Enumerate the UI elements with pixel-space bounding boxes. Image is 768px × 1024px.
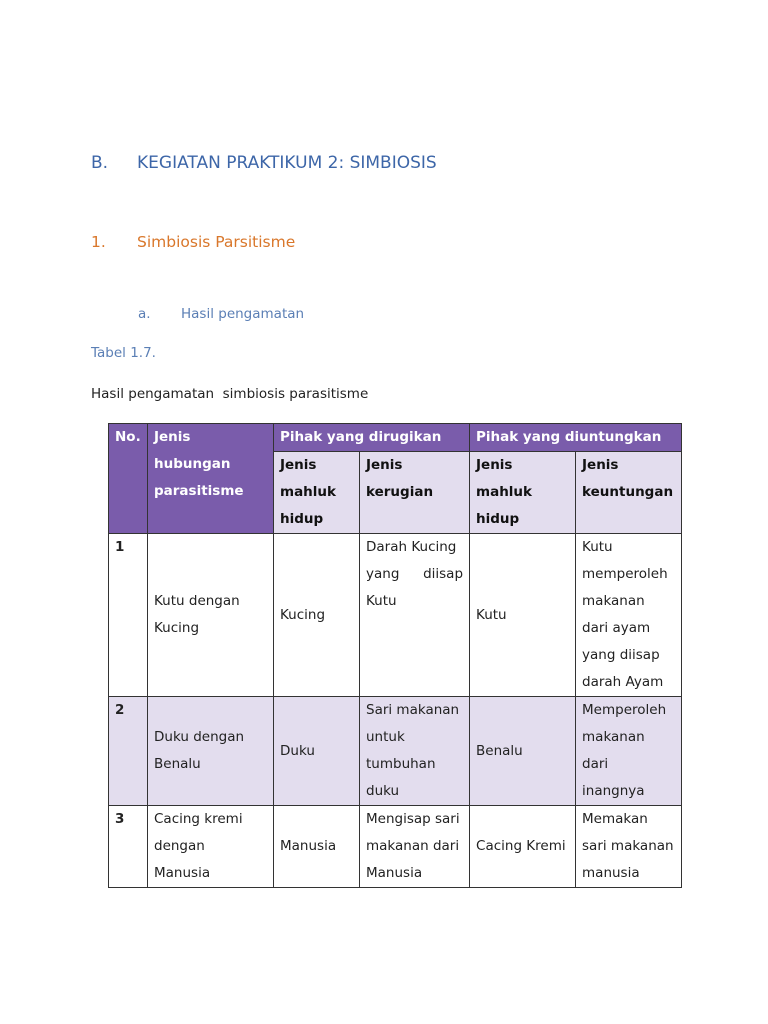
cell-mahluk-rugi: Manusia [274,806,360,888]
row-number: 2 [109,697,148,806]
subsection-number: 1. [91,233,106,251]
item-title: Hasil pengamatan [181,306,305,322]
subheader-kerugian: Jenis kerugian [360,452,470,534]
cell-kerugian: Darah Kucing yang diisap Kutu [360,534,470,697]
subheader-mahluk-untung: Jenis mahluk hidup [470,452,576,534]
header-jenis-hubungan: Jenis hubungan parasitisme [148,424,274,534]
section-title: KEGIATAN PRAKTIKUM 2: SIMBIOSIS [137,153,437,173]
table-row [109,697,682,806]
cell-mahluk-rugi: Kucing [274,534,360,697]
section-number: B. [91,153,109,173]
cell-mahluk-untung: Kutu [470,534,576,697]
table-row [109,534,682,697]
subheader-keuntungan: Jenis keuntungan [576,452,682,534]
cell-keuntungan: Memakan sari makanan manusia [576,806,682,888]
table-label: Tabel 1.7. [91,345,156,361]
item-letter: a. [138,306,151,322]
cell-hubungan: Cacing kremi dengan Manusia [148,806,274,888]
row-number: 3 [109,806,148,888]
cell-keuntungan: Kutu memperoleh makanan dari ayam yang diisap darah Ayam [576,534,682,697]
subheader-mahluk-rugi: Jenis mahluk hidup [274,452,360,534]
header-pihak-diuntungkan: Pihak yang diuntungkan [470,424,682,452]
cell-mahluk-untung: Benalu [470,697,576,806]
cell-hubungan: Duku dengan Benalu [148,697,274,806]
cell-kerugian: Sari makanan untuk tumbuhan duku [360,697,470,806]
cell-mahluk-untung: Cacing Kremi [470,806,576,888]
parasitism-table [108,423,682,888]
header-pihak-dirugikan: Pihak yang dirugikan [274,424,470,452]
cell-keuntungan: Memperoleh makanan dari inangnya [576,697,682,806]
cell-kerugian: Mengisap sari makanan dari Manusia [360,806,470,888]
row-number: 1 [109,534,148,697]
cell-hubungan: Kutu dengan Kucing [148,534,274,697]
header-no: No. [109,424,148,534]
cell-mahluk-rugi: Duku [274,697,360,806]
subsection-title: Simbiosis Parsitisme [137,233,296,251]
table-caption: Hasil pengamatan simbiosis parasitisme [91,386,369,402]
table-row [109,806,682,888]
